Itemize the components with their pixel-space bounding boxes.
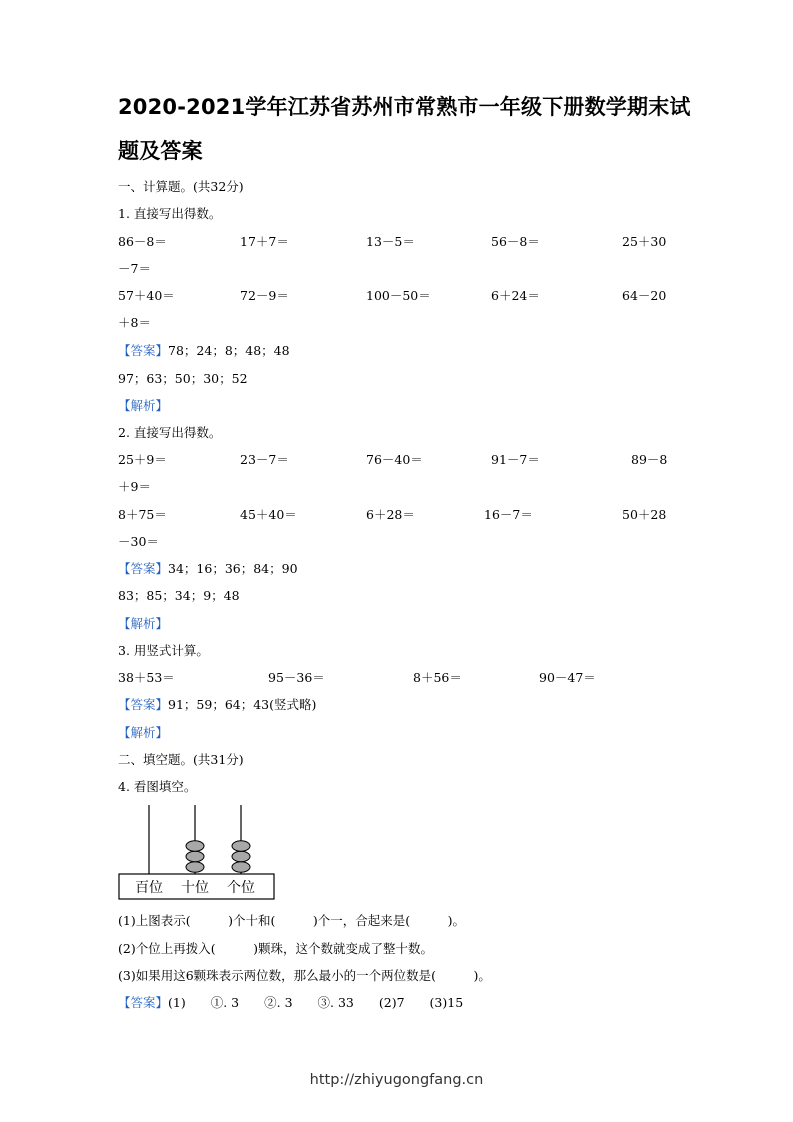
abacus-bead bbox=[186, 841, 204, 851]
abacus-bead bbox=[232, 862, 250, 872]
q3-analysis-tag: 【解析】 bbox=[118, 725, 169, 740]
q2-answer bbox=[118, 563, 298, 576]
q2-row1-wrap: ＋9＝ bbox=[118, 479, 151, 494]
abacus-label-ones: 个位 bbox=[227, 880, 255, 896]
section1-heading: 一、计算题。(共32分) bbox=[118, 179, 244, 194]
q2-item: 6＋28＝ bbox=[366, 507, 415, 522]
q1-item: 64－20 bbox=[622, 288, 667, 303]
abacus-beads bbox=[186, 841, 250, 872]
q2-item: 8＋75＝ bbox=[118, 507, 167, 522]
q1-item: 17＋7＝ bbox=[240, 234, 289, 249]
abacus-label-hundreds: 百位 bbox=[135, 880, 163, 896]
q4-sub1: (1)上图表示( )个十和( )个一，合起来是( )。 bbox=[118, 913, 465, 928]
q1-item: 86－8＝ bbox=[118, 234, 167, 249]
q1-item: 6＋24＝ bbox=[491, 288, 540, 303]
q1-answer-line2: 97；63；50；30；52 bbox=[118, 371, 248, 386]
abacus-bead bbox=[186, 862, 204, 872]
q1-answer bbox=[118, 345, 290, 358]
q2-item: 16－7＝ bbox=[484, 507, 533, 522]
q3-item: 90－47＝ bbox=[539, 670, 596, 685]
q1-item: 72－9＝ bbox=[240, 288, 289, 303]
q2-item: 45＋40＝ bbox=[240, 507, 297, 522]
q1-answer-text: 78；24；8；48；48 bbox=[168, 343, 290, 358]
q1-item: 56－8＝ bbox=[491, 234, 540, 249]
document-title-line2: 题及答案 bbox=[118, 139, 203, 163]
q1-analysis-tag: 【解析】 bbox=[118, 398, 169, 413]
q1-item: 57＋40＝ bbox=[118, 288, 175, 303]
q2-item: 23－7＝ bbox=[240, 452, 289, 467]
answer-tag: 【答案】 bbox=[118, 995, 169, 1010]
q4-sub2: (2)个位上再拨入( )颗珠，这个数就变成了整十数。 bbox=[118, 941, 433, 956]
q2-label: 2. 直接写出得数。 bbox=[118, 425, 222, 440]
q4-sub3: (3)如果用这6颗珠表示两位数，那么最小的一个两位数是( )。 bbox=[118, 968, 491, 983]
abacus-bead bbox=[232, 851, 250, 861]
q3-item: 38＋53＝ bbox=[118, 670, 175, 685]
document-title-line1: 2020-2021学年江苏省苏州市常熟市一年级下册数学期末试 bbox=[118, 95, 691, 119]
q1-row1-wrap: －7＝ bbox=[118, 261, 151, 276]
q2-item: 91－7＝ bbox=[491, 452, 540, 467]
q3-answer-text: 91；59；64；43(竖式略) bbox=[168, 697, 317, 712]
q4-answer-text: (1) ①. 3 ②. 3 ③. 33 (2)7 (3)15 bbox=[168, 995, 464, 1010]
abacus-label-tens: 十位 bbox=[181, 880, 209, 896]
q1-item: 25＋30 bbox=[622, 234, 667, 249]
abacus-figure bbox=[118, 803, 278, 903]
section2-heading: 二、填空题。(共31分) bbox=[118, 752, 244, 767]
q3-label: 3. 用竖式计算。 bbox=[118, 643, 209, 658]
footer-url[interactable]: http://zhiyugongfang.cn bbox=[309, 1072, 484, 1088]
q2-item: 76－40＝ bbox=[366, 452, 423, 467]
q2-item: 89－8 bbox=[631, 452, 668, 467]
answer-tag: 【答案】 bbox=[118, 561, 169, 576]
q2-answer-text: 34；16；36；84；90 bbox=[168, 561, 298, 576]
q1-item: 13－5＝ bbox=[366, 234, 415, 249]
q1-item: 100－50＝ bbox=[366, 288, 431, 303]
answer-tag: 【答案】 bbox=[118, 697, 169, 712]
q2-answer-line2: 83；85；34；9；48 bbox=[118, 588, 240, 603]
q4-label: 4. 看图填空。 bbox=[118, 779, 197, 794]
abacus-bead bbox=[232, 841, 250, 851]
q2-item: 25＋9＝ bbox=[118, 452, 167, 467]
q2-row2-wrap: －30＝ bbox=[118, 534, 159, 549]
q4-answer bbox=[118, 997, 463, 1010]
q3-answer bbox=[118, 699, 316, 712]
q3-item: 8＋56＝ bbox=[413, 670, 462, 685]
q2-item: 50＋28 bbox=[622, 507, 667, 522]
q1-label: 1. 直接写出得数。 bbox=[118, 206, 222, 221]
q2-analysis-tag: 【解析】 bbox=[118, 616, 169, 631]
q3-item: 95－36＝ bbox=[268, 670, 325, 685]
abacus-bead bbox=[186, 851, 204, 861]
answer-tag: 【答案】 bbox=[118, 343, 169, 358]
q1-row2-wrap: ＋8＝ bbox=[118, 315, 151, 330]
